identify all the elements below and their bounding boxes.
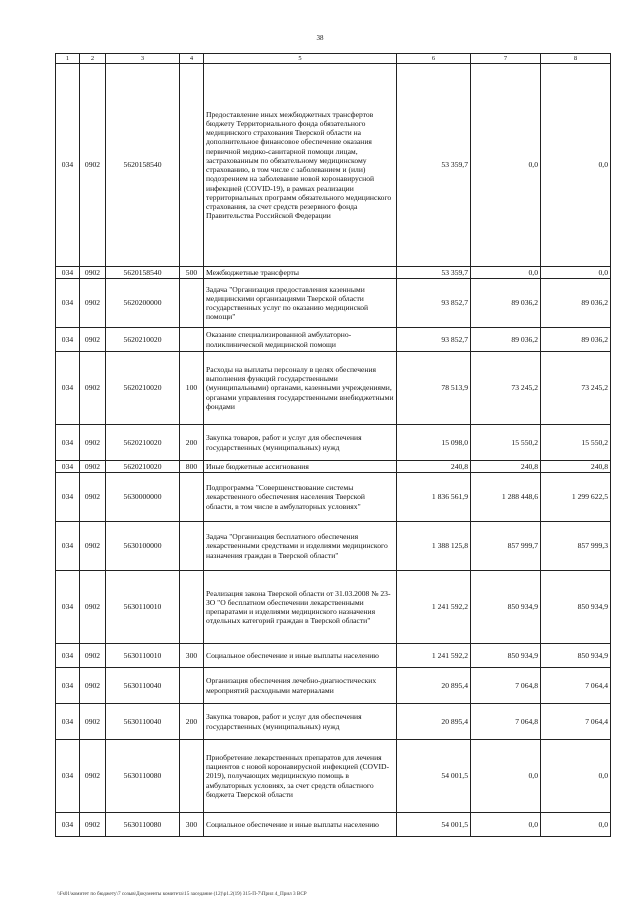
target-article-code: 5620210020: [106, 352, 180, 425]
amount-col6: 20 895,4: [397, 704, 471, 740]
target-article-code: 5630110040: [106, 704, 180, 740]
ministry-code: 034: [56, 571, 80, 644]
ministry-code: 034: [56, 64, 80, 267]
page-number: 38: [316, 34, 324, 42]
item-name: Расходы на выплаты персоналу в целях обеспечения выполнения функций государственными (муниципальными) органами, казенными учреждениями, органами управления государственными внебюджетными фондами: [204, 352, 397, 425]
item-name: Задача "Организация предоставления казенными медицинскими организациями Тверской области государственных услуг по оказанию медицинской помощи": [204, 279, 397, 328]
amount-col6: 240,8: [397, 461, 471, 473]
budget-table: [55, 53, 611, 837]
item-name: Предоставление иных межбюджетных трансфертов бюджету Территориального фонда обязательного медицинского страхования Тверской области на дополнительное финансовое обеспечение оказания первичной медико-санитарной помощи лицам, застрахованным по обязательному медицинскому страхованию, в том числе с заболеванием и (или) подозрением на заболевание новой коронавирусной инфекцией (COVID-19), в рамках реализации территориальных программ обязательного медицинского страхования, за счет средств резервного фонда Правительства Российской Федерации: [204, 64, 397, 267]
ministry-code: 034: [56, 704, 80, 740]
table-row: [56, 704, 611, 740]
amount-col7: 89 036,2: [471, 328, 541, 352]
amount-col6: 53 359,7: [397, 64, 471, 267]
table-row: [56, 473, 611, 522]
item-name: Закупка товаров, работ и услуг для обеспечения государственных (муниципальных) нужд: [204, 425, 397, 461]
target-article-code: 5630000000: [106, 473, 180, 522]
amount-col7: 15 550,2: [471, 425, 541, 461]
amount-col7: 7 064,8: [471, 668, 541, 704]
table-row: [56, 352, 611, 425]
ministry-code: 034: [56, 473, 80, 522]
amount-col7: 0,0: [471, 813, 541, 837]
section-code: 0902: [80, 813, 106, 837]
ministry-code: 034: [56, 740, 80, 813]
amount-col8: 7 064,4: [541, 704, 611, 740]
amount-col6: 54 001,5: [397, 740, 471, 813]
table-row: [56, 813, 611, 837]
section-code: 0902: [80, 473, 106, 522]
table-row: [56, 425, 611, 461]
section-code: 0902: [80, 522, 106, 571]
column-header: 3: [106, 54, 180, 64]
amount-col7: 89 036,2: [471, 279, 541, 328]
target-article-code: 5630110040: [106, 668, 180, 704]
ministry-code: 034: [56, 461, 80, 473]
expense-type-code: 200: [180, 704, 204, 740]
target-article-code: 5630100000: [106, 522, 180, 571]
amount-col8: 0,0: [541, 740, 611, 813]
ministry-code: 034: [56, 813, 80, 837]
column-header: 8: [541, 54, 611, 64]
item-name: Подпрограмма "Совершенствование системы лекарственного обеспечения населения Тверской области, в том числе в амбулаторных условиях": [204, 473, 397, 522]
amount-col7: 0,0: [471, 267, 541, 279]
ministry-code: 034: [56, 644, 80, 668]
expense-type-code: [180, 522, 204, 571]
expense-type-code: [180, 473, 204, 522]
amount-col8: 15 550,2: [541, 425, 611, 461]
amount-col8: 857 999,3: [541, 522, 611, 571]
ministry-code: 034: [56, 279, 80, 328]
column-header: 7: [471, 54, 541, 64]
target-article-code: 5620210020: [106, 328, 180, 352]
target-article-code: 5620158540: [106, 64, 180, 267]
section-code: 0902: [80, 352, 106, 425]
amount-col8: 850 934,9: [541, 644, 611, 668]
amount-col8: 89 036,2: [541, 328, 611, 352]
section-code: 0902: [80, 740, 106, 813]
column-header: 5: [204, 54, 397, 64]
amount-col6: 15 098,0: [397, 425, 471, 461]
target-article-code: 5630110080: [106, 813, 180, 837]
expense-type-code: [180, 668, 204, 704]
expense-type-code: 500: [180, 267, 204, 279]
item-name: Межбюджетные трансферты: [204, 267, 397, 279]
amount-col8: 240,8: [541, 461, 611, 473]
section-code: 0902: [80, 425, 106, 461]
item-name: Закупка товаров, работ и услуг для обеспечения государственных (муниципальных) нужд: [204, 704, 397, 740]
column-header: 2: [80, 54, 106, 64]
section-code: 0902: [80, 668, 106, 704]
amount-col6: 93 852,7: [397, 328, 471, 352]
amount-col6: 93 852,7: [397, 279, 471, 328]
column-header: 6: [397, 54, 471, 64]
amount-col6: 78 513,9: [397, 352, 471, 425]
target-article-code: 5630110010: [106, 571, 180, 644]
target-article-code: 5620158540: [106, 267, 180, 279]
amount-col7: 850 934,9: [471, 571, 541, 644]
expense-type-code: [180, 740, 204, 813]
expense-type-code: [180, 571, 204, 644]
item-name: Приобретение лекарственных препаратов для лечения пациентов с новой коронавирусной инфекцией (COVID-2019), получающих медицинскую помощь в амбулаторных условиях, за счет средств областного бюджета Тверской области: [204, 740, 397, 813]
ministry-code: 034: [56, 328, 80, 352]
table-row: [56, 267, 611, 279]
item-name: Оказание специализированной амбулаторно-поликлинической медицинской помощи: [204, 328, 397, 352]
item-name: Социальное обеспечение и иные выплаты населению: [204, 644, 397, 668]
target-article-code: 5620210020: [106, 461, 180, 473]
amount-col6: 20 895,4: [397, 668, 471, 704]
amount-col7: 0,0: [471, 740, 541, 813]
expense-type-code: 300: [180, 644, 204, 668]
ministry-code: 034: [56, 522, 80, 571]
column-header: 1: [56, 54, 80, 64]
expense-type-code: 800: [180, 461, 204, 473]
ministry-code: 034: [56, 267, 80, 279]
table-row: [56, 668, 611, 704]
amount-col8: 1 299 622,5: [541, 473, 611, 522]
amount-col6: 53 359,7: [397, 267, 471, 279]
expense-type-code: [180, 64, 204, 267]
section-code: 0902: [80, 644, 106, 668]
amount-col7: 240,8: [471, 461, 541, 473]
item-name: Реализация закона Тверской области от 31.03.2008 № 23-ЗО "О бесплатном обеспечении лекарственными препаратами и изделиями медицинского назначения отдельных категорий граждан в Тверской области": [204, 571, 397, 644]
amount-col7: 850 934,9: [471, 644, 541, 668]
section-code: 0902: [80, 571, 106, 644]
item-name: Иные бюджетные ассигнования: [204, 461, 397, 473]
amount-col8: 0,0: [541, 64, 611, 267]
section-code: 0902: [80, 461, 106, 473]
amount-col8: 850 934,9: [541, 571, 611, 644]
amount-col8: 89 036,2: [541, 279, 611, 328]
table-row: [56, 644, 611, 668]
column-header: 4: [180, 54, 204, 64]
amount-col8: 73 245,2: [541, 352, 611, 425]
expense-type-code: [180, 279, 204, 328]
target-article-code: 5620200000: [106, 279, 180, 328]
ministry-code: 034: [56, 425, 80, 461]
amount-col8: 7 064,4: [541, 668, 611, 704]
target-article-code: 5620210020: [106, 425, 180, 461]
amount-col6: 1 241 592,2: [397, 644, 471, 668]
column-number-row: [56, 54, 611, 64]
amount-col7: 857 999,7: [471, 522, 541, 571]
section-code: 0902: [80, 704, 106, 740]
section-code: 0902: [80, 328, 106, 352]
table-row: [56, 328, 611, 352]
ministry-code: 034: [56, 352, 80, 425]
amount-col8: 0,0: [541, 267, 611, 279]
expense-type-code: 200: [180, 425, 204, 461]
amount-col6: 54 001,5: [397, 813, 471, 837]
table-row: [56, 522, 611, 571]
amount-col8: 0,0: [541, 813, 611, 837]
amount-col6: 1 241 592,2: [397, 571, 471, 644]
expense-type-code: [180, 328, 204, 352]
ministry-code: 034: [56, 668, 80, 704]
table-row: [56, 461, 611, 473]
item-name: Организация обеспечения лечебно-диагностических мероприятий расходными материалами: [204, 668, 397, 704]
expense-type-code: 300: [180, 813, 204, 837]
section-code: 0902: [80, 279, 106, 328]
amount-col7: 0,0: [471, 64, 541, 267]
amount-col7: 1 288 448,6: [471, 473, 541, 522]
item-name: Социальное обеспечение и иные выплаты населению: [204, 813, 397, 837]
file-path-footer: \\Fs01\комитет по бюджету\7 созыв\Документы комитета\15 заседание (12)\р1.2(19) 315-П-7\Прил 4_Прил 3 ВСР: [57, 891, 307, 897]
table-row: [56, 279, 611, 328]
amount-col7: 7 064,8: [471, 704, 541, 740]
target-article-code: 5630110010: [106, 644, 180, 668]
table-row: [56, 740, 611, 813]
amount-col6: 1 388 125,8: [397, 522, 471, 571]
amount-col6: 1 836 561,9: [397, 473, 471, 522]
table-row: [56, 571, 611, 644]
table-row: [56, 64, 611, 267]
item-name: Задача "Организация бесплатного обеспечения лекарственными средствами и изделиями медицинского назначения граждан в Тверской области": [204, 522, 397, 571]
section-code: 0902: [80, 267, 106, 279]
expense-type-code: 100: [180, 352, 204, 425]
section-code: 0902: [80, 64, 106, 267]
target-article-code: 5630110080: [106, 740, 180, 813]
amount-col7: 73 245,2: [471, 352, 541, 425]
